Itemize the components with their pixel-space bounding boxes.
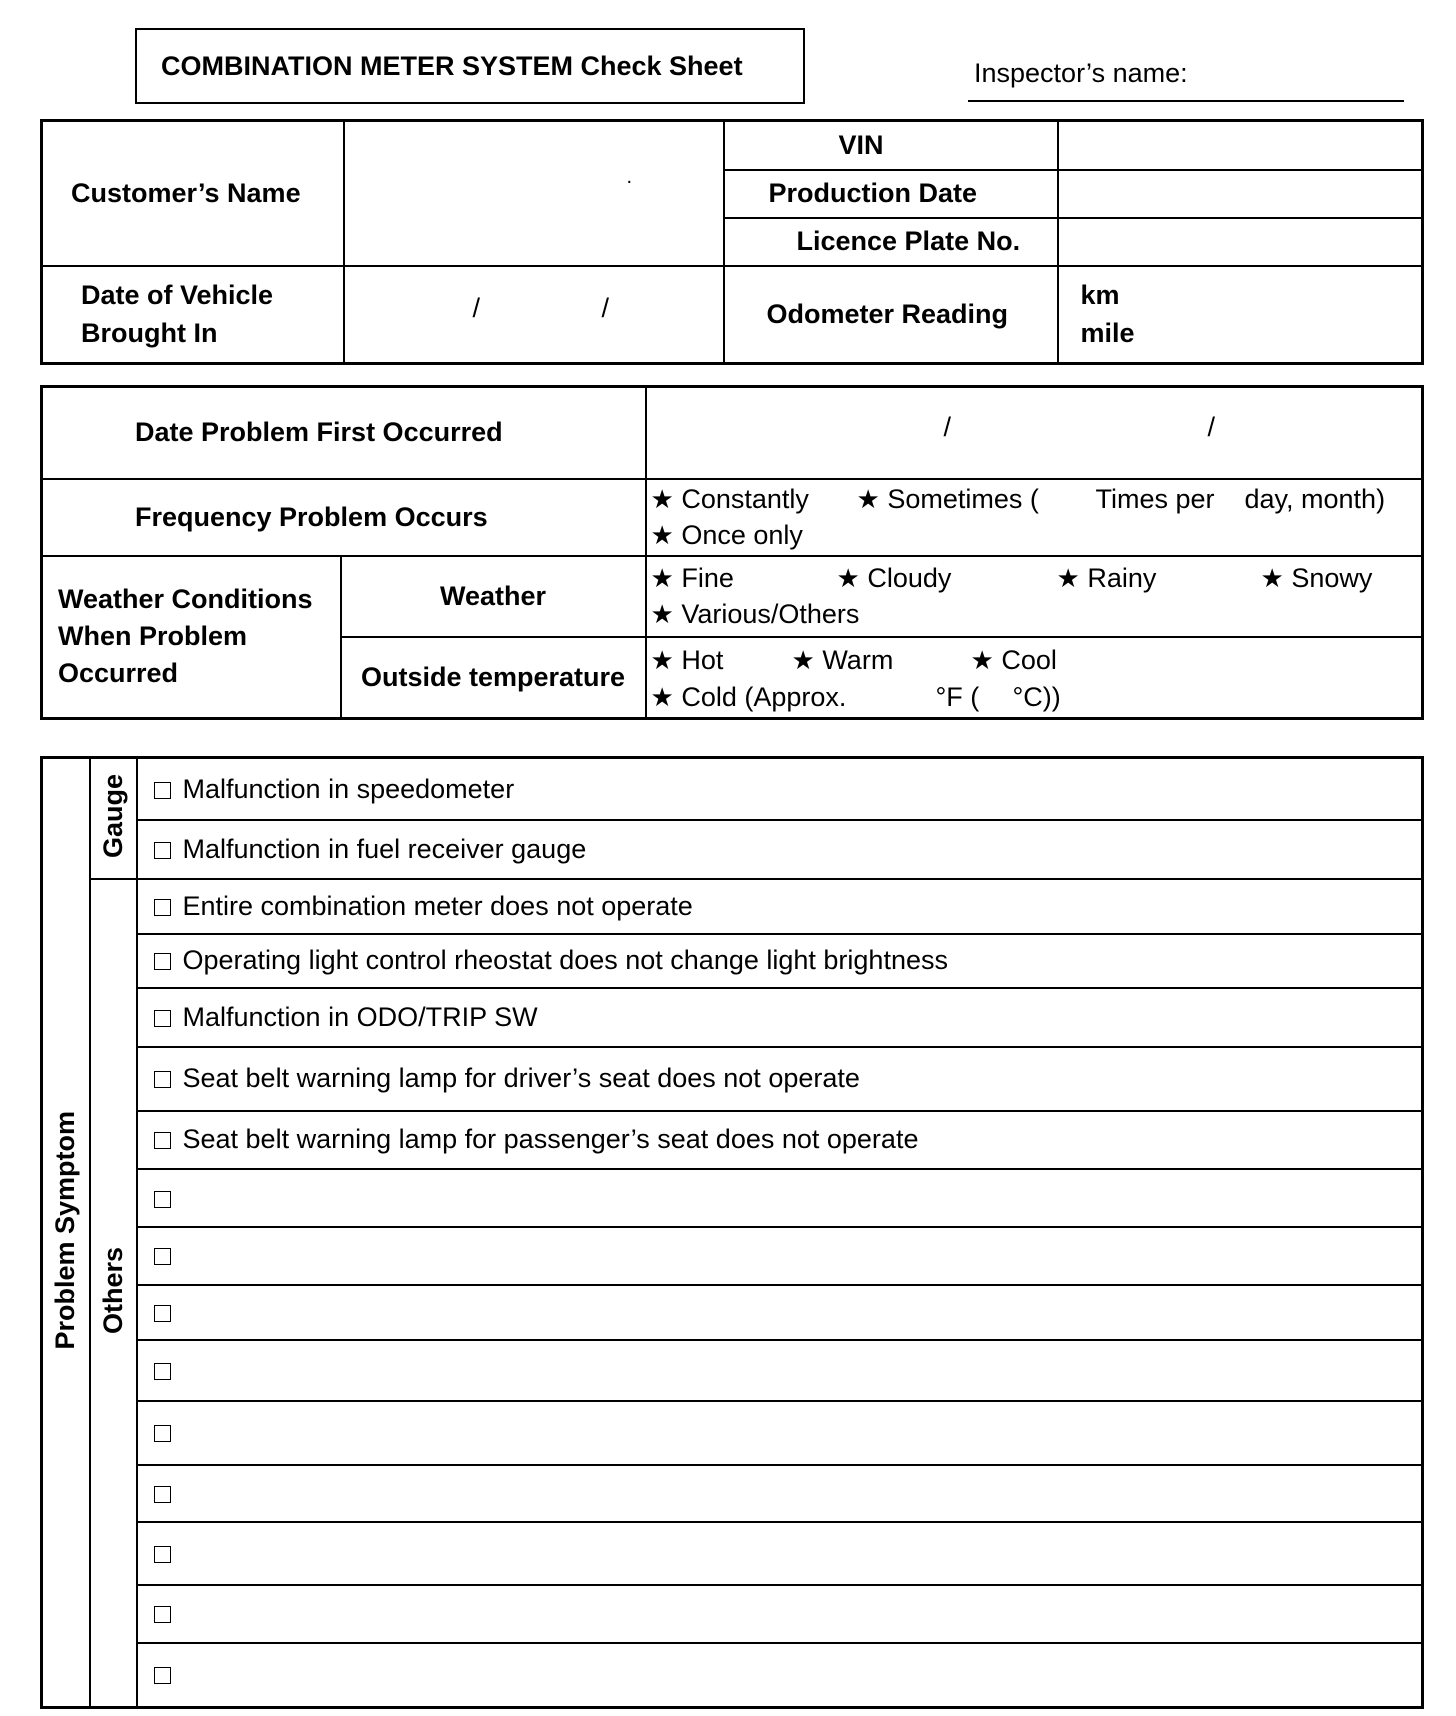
table-row [42, 1227, 1423, 1285]
star-icon: ★ [650, 519, 674, 550]
option-label: Cloudy [867, 562, 952, 593]
option-sometimes[interactable] [857, 481, 1039, 517]
vin-field[interactable] [1058, 121, 1423, 170]
symptom-item [137, 1285, 1423, 1341]
times-per-label: Times per [1095, 483, 1215, 514]
symptom-item [137, 1401, 1423, 1465]
vin-label: VIN [724, 121, 1058, 170]
licence-plate-field[interactable] [1058, 218, 1423, 266]
symptom-item [137, 1047, 1423, 1111]
production-date-label: Production Date [724, 170, 1058, 218]
conditions-table [40, 385, 1424, 720]
checkbox[interactable] [154, 953, 171, 970]
symptom-item [137, 1465, 1423, 1523]
weather-label: Weather [341, 556, 646, 637]
checkbox[interactable] [154, 1248, 171, 1265]
table-row [42, 1047, 1423, 1111]
temperature-options [646, 637, 1423, 719]
problem-symptom-table [40, 756, 1424, 1709]
date-separator: / [601, 292, 610, 323]
symptom-item [137, 1643, 1423, 1708]
checkbox[interactable] [154, 1486, 171, 1503]
symptom-item [137, 1169, 1423, 1227]
star-icon: ★ [650, 598, 674, 629]
star-icon: ★ [1260, 562, 1284, 593]
gauge-label: Gauge [97, 773, 128, 858]
weather-conditions-label-line1: Weather Conditions [58, 584, 313, 615]
option-various-others[interactable] [651, 596, 860, 632]
option-fine[interactable] [651, 560, 734, 596]
checkbox[interactable] [154, 1667, 171, 1684]
option-label: Hot [681, 644, 724, 675]
production-date-field[interactable] [1058, 170, 1423, 218]
symptom-item [137, 1585, 1423, 1643]
customer-name-label: Customer’s Name [42, 121, 344, 266]
option-label: Once only [681, 519, 803, 550]
star-icon: ★ [650, 562, 674, 593]
option-label: Sometimes ( [887, 483, 1039, 514]
table-row [42, 1401, 1423, 1465]
symptom-item [137, 1522, 1423, 1585]
odometer-label: Odometer Reading [724, 266, 1058, 364]
date-separator: / [1207, 412, 1216, 442]
symptom-label: Seat belt warning lamp for passenger’s seat does not operate [182, 1124, 919, 1155]
odometer-field[interactable] [1058, 266, 1423, 364]
table-row [42, 1585, 1423, 1643]
date-brought-in-label-line1: Date of Vehicle [81, 280, 274, 311]
inspector-name-label: Inspector’s name: [974, 58, 1188, 88]
option-rainy[interactable] [1057, 560, 1157, 596]
date-separator: / [943, 412, 952, 442]
date-brought-in-label [42, 266, 344, 364]
gauge-label-cell [90, 758, 137, 879]
weather-options [646, 556, 1423, 637]
symptom-item [137, 1340, 1423, 1401]
symptom-label: Malfunction in ODO/TRIP SW [182, 1001, 538, 1032]
table-row [42, 1340, 1423, 1401]
option-label: Snowy [1291, 562, 1373, 593]
checkbox[interactable] [154, 1425, 171, 1442]
option-label: Various/Others [681, 598, 860, 629]
date-brought-in-label-line2: Brought In [81, 318, 218, 349]
table-row [42, 758, 1423, 821]
option-label: Fine [681, 562, 734, 593]
option-hot[interactable] [651, 642, 724, 678]
table-row [42, 1465, 1423, 1523]
inspector-name-field[interactable] [968, 100, 1404, 102]
symptom-item [137, 879, 1423, 934]
symptom-item [137, 988, 1423, 1047]
symptom-label: Malfunction in fuel receiver gauge [182, 834, 587, 865]
date-first-occurred-label: Date Problem First Occurred [42, 387, 646, 479]
star-icon: ★ [1056, 562, 1080, 593]
page-title: COMBINATION METER SYSTEM Check Sheet [161, 50, 743, 81]
date-brought-in-field[interactable] [344, 266, 724, 364]
symptom-item [137, 1227, 1423, 1285]
odometer-unit-mile: mile [1080, 318, 1135, 349]
symptom-item [137, 820, 1423, 879]
symptom-item [137, 758, 1423, 821]
frequency-label: Frequency Problem Occurs [42, 479, 646, 556]
table-row [42, 879, 1423, 934]
table-row [42, 988, 1423, 1047]
star-icon: ★ [650, 483, 674, 514]
star-icon: ★ [791, 644, 815, 675]
date-first-occurred-field[interactable] [646, 387, 1423, 479]
star-icon: ★ [970, 644, 994, 675]
option-label: Cool [1001, 644, 1057, 675]
option-snowy[interactable] [1261, 560, 1373, 596]
others-label-cell [90, 879, 137, 1708]
others-label: Others [97, 1246, 128, 1334]
vehicle-info-table [40, 119, 1424, 365]
title-box [135, 28, 805, 104]
weather-conditions-label-line2: When Problem [58, 621, 248, 652]
weather-conditions-label [42, 556, 341, 719]
symptom-label: Malfunction in speedometer [182, 773, 515, 804]
outside-temperature-label: Outside temperature [341, 637, 646, 719]
weather-conditions-label-line3: Occurred [58, 658, 179, 689]
star-icon: ★ [836, 562, 860, 593]
symptom-label: Operating light control rheostat does not change light brightness [182, 945, 948, 976]
table-row [42, 1643, 1423, 1708]
symptom-item [137, 1111, 1423, 1170]
checkbox[interactable] [154, 1305, 171, 1322]
checkbox[interactable] [154, 1071, 171, 1088]
date-separator: / [472, 292, 481, 323]
checkbox[interactable] [154, 1363, 171, 1380]
fahrenheit-label: °F ( [935, 681, 980, 712]
star-icon: ★ [856, 483, 880, 514]
checkbox[interactable] [154, 842, 171, 859]
symptom-item [137, 934, 1423, 989]
checkbox[interactable] [154, 899, 171, 916]
checkbox[interactable] [154, 1010, 171, 1027]
licence-plate-label: Licence Plate No. [724, 218, 1058, 266]
table-row [42, 1111, 1423, 1170]
table-row [42, 1285, 1423, 1341]
problem-symptom-label: Problem Symptom [50, 1110, 81, 1350]
star-icon: ★ [650, 644, 674, 675]
customer-name-value: . [626, 166, 633, 188]
checkbox[interactable] [154, 782, 171, 799]
option-label: Warm [822, 644, 894, 675]
checkbox[interactable] [154, 1606, 171, 1623]
day-month-label: day, month) [1244, 483, 1386, 514]
option-warm[interactable] [792, 642, 894, 678]
table-row [42, 1522, 1423, 1585]
checkbox[interactable] [154, 1191, 171, 1208]
option-constantly[interactable] [651, 481, 809, 517]
option-once-only[interactable] [651, 517, 803, 553]
option-label: Rainy [1087, 562, 1157, 593]
checkbox[interactable] [154, 1546, 171, 1563]
checkbox[interactable] [154, 1132, 171, 1149]
star-icon: ★ [650, 681, 674, 712]
problem-symptom-label-cell [42, 758, 90, 1708]
option-label: Constantly [681, 483, 809, 514]
option-cool[interactable] [971, 642, 1057, 678]
option-label: Cold (Approx. [681, 681, 847, 712]
celsius-label: °C)) [1012, 681, 1061, 712]
option-cloudy[interactable] [837, 560, 952, 596]
symptom-label: Seat belt warning lamp for driver’s seat does not operate [182, 1063, 860, 1094]
frequency-options [646, 479, 1423, 556]
table-row [42, 820, 1423, 879]
symptom-label: Entire combination meter does not operate [182, 890, 693, 921]
table-row [42, 934, 1423, 989]
customer-name-field[interactable] [344, 121, 724, 266]
odometer-unit-km: km [1080, 280, 1120, 311]
option-cold[interactable] [651, 679, 847, 715]
table-row [42, 1169, 1423, 1227]
